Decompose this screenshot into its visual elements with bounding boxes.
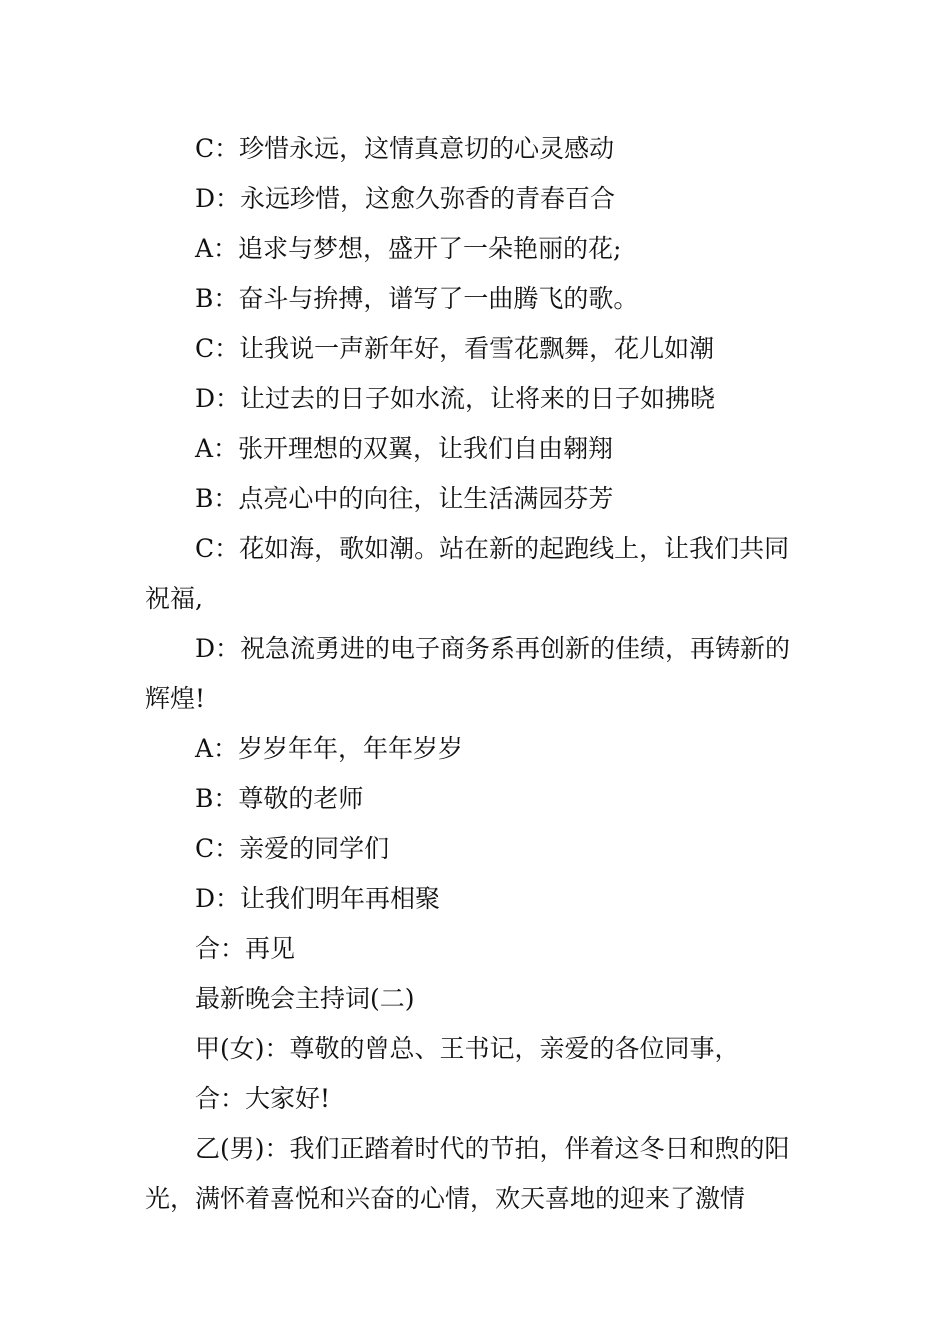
document-body (145, 124, 810, 1224)
section-heading: 最新晚会主持词(二) (195, 984, 415, 1013)
paragraph: A：张开理想的双翼，让我们自由翱翔 (195, 434, 614, 463)
paragraph: A：追求与梦想，盛开了一朵艳丽的花; (195, 234, 622, 263)
paragraph: 乙(男)：我们正踏着时代的节拍，伴着这冬日和煦的阳光，满怀着喜悦和兴奋的心情，欢天喜地的迎来了激情 (145, 1134, 790, 1213)
paragraph: C：亲爱的同学们 (195, 834, 390, 863)
paragraph: C：让我说一声新年好，看雪花飘舞，花儿如潮 (195, 334, 715, 363)
paragraph: B：点亮心中的向往，让生活满园芬芳 (195, 484, 614, 513)
paragraph: A：岁岁年年，年年岁岁 (195, 734, 464, 763)
paragraph: D：祝急流勇进的电子商务系再创新的佳绩，再铸新的辉煌! (145, 634, 791, 713)
paragraph: D：让我们明年再相聚 (195, 884, 441, 913)
paragraph: D：永远珍惜，这愈久弥香的青春百合 (195, 184, 616, 213)
paragraph: 合：再见 (195, 934, 296, 963)
paragraph: B：奋斗与拚搏，谱写了一曲腾飞的歌。 (195, 284, 639, 313)
paragraph: C：花如海，歌如潮。站在新的起跑线上，让我们共同祝福, (145, 534, 790, 613)
paragraph: B：尊敬的老师 (195, 784, 364, 813)
paragraph: 甲(女)：尊敬的曾总、王书记，亲爱的各位同事， (195, 1034, 740, 1063)
paragraph: D：让过去的日子如水流，让将来的日子如拂晓 (195, 384, 716, 413)
paragraph: 合：大家好! (195, 1084, 331, 1113)
paragraph: C：珍惜永远，这情真意切的心灵感动 (195, 134, 615, 163)
